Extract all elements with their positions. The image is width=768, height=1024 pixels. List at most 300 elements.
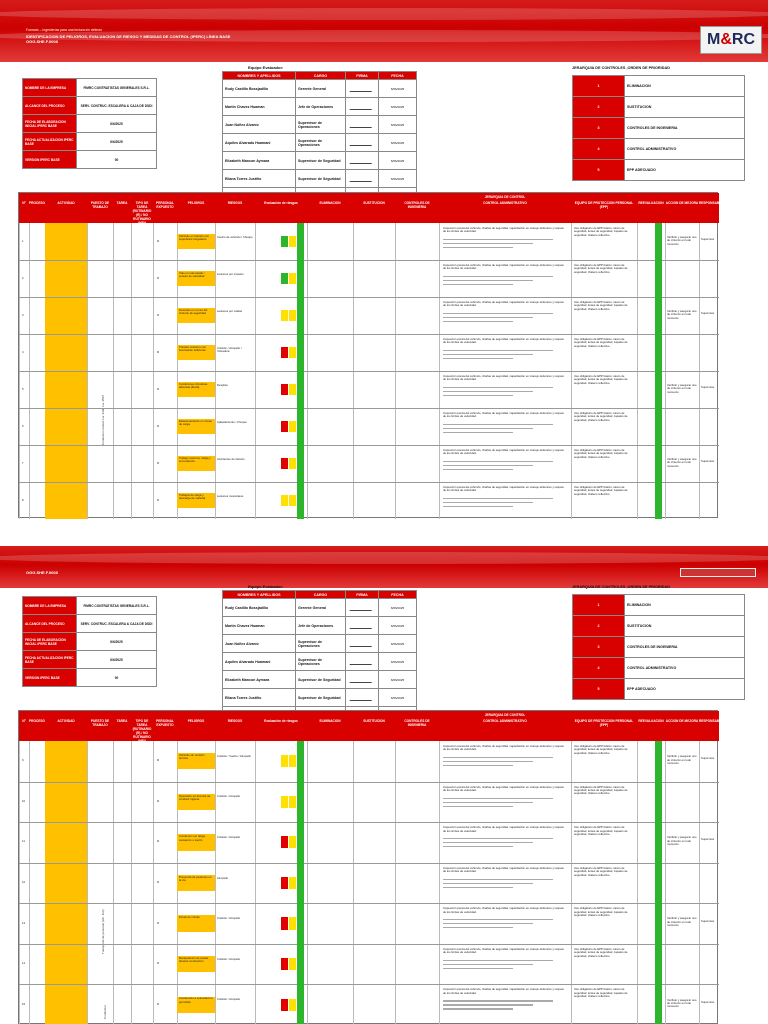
admin-control-text: Inspección previa del vehículo, charlas de seguridad, capacitación en manejo defensivo y respeto de los límites de velocidad. bbox=[443, 987, 564, 995]
text-line bbox=[443, 1000, 553, 1001]
header-resp: RESPONSABLE bbox=[699, 201, 724, 205]
text-line bbox=[443, 432, 513, 433]
text-line bbox=[443, 243, 533, 244]
hierarchy-row bbox=[573, 679, 745, 700]
hierarchy-title: JERARQUIA DE CONTROLES ,ORDEN DE PRIORIDAD bbox=[572, 585, 670, 589]
column-divider bbox=[131, 741, 132, 1024]
task-type: R bbox=[157, 497, 160, 502]
text-line bbox=[443, 506, 513, 507]
evaluator-date: 6/06/2025 bbox=[379, 152, 417, 170]
hierarchy-number: 2 bbox=[573, 616, 625, 637]
text-line bbox=[443, 247, 513, 248]
residual-risk-cell bbox=[655, 482, 662, 519]
task-type: R bbox=[157, 920, 160, 925]
row-number: 11 bbox=[22, 839, 25, 844]
matrix-body bbox=[19, 223, 719, 519]
admin-control-text: Inspección previa del vehículo, charlas de seguridad, capacitación en manejo defensivo y respeto de los límites de velocidad. bbox=[443, 448, 564, 456]
hazard-text: Descuido en el uso del cinturón de seguridad bbox=[179, 307, 208, 316]
risk-level-cell bbox=[297, 260, 304, 297]
text-line bbox=[443, 498, 553, 499]
info-label: ALCANCE DEL PROCESO bbox=[23, 97, 77, 115]
hierarchy-label: CONTROLES DE INGENIERIA bbox=[625, 637, 745, 658]
evaluator-row bbox=[223, 152, 417, 170]
hazard-text: Zonas de curvas bbox=[179, 915, 200, 920]
signature-scribble bbox=[350, 84, 375, 92]
evaluator-name: Aquiles Alvarado Huamani bbox=[223, 134, 296, 152]
hierarchy-table bbox=[572, 594, 745, 700]
evaluator-date: 6/06/2025 bbox=[379, 80, 417, 98]
hierarchy-label: EPP ADECUADO bbox=[625, 679, 745, 700]
evaluator-name: Juan Núñez Alvarez bbox=[223, 635, 296, 653]
info-label: NOMBRE DE LA EMPRESA bbox=[23, 79, 77, 97]
evaluator-role: Supervisor de Operaciones bbox=[296, 134, 346, 152]
evaluator-row bbox=[223, 116, 417, 134]
info-value: 00 bbox=[77, 151, 157, 169]
evaluator-date: 6/06/2025 bbox=[379, 599, 417, 617]
risk-level-cell bbox=[289, 236, 296, 247]
evaluator-role: Supervisor de Operaciones bbox=[296, 116, 346, 134]
text-line bbox=[443, 846, 513, 847]
evaluator-date: 6/06/2025 bbox=[379, 635, 417, 653]
evaluator-date: 6/06/2025 bbox=[379, 653, 417, 671]
task-type: R bbox=[157, 349, 160, 354]
evaluator-role: Supervisor de Seguridad bbox=[296, 671, 346, 689]
info-row bbox=[23, 597, 157, 615]
hazard-text: Condiciones climáticas adversas (lluvia) bbox=[179, 381, 208, 390]
text-line bbox=[443, 838, 553, 839]
hierarchy-row bbox=[573, 139, 745, 160]
responsible: Supervisor bbox=[701, 458, 715, 463]
header-action: ACCION DE MEJORA bbox=[665, 719, 699, 723]
info-label: VERSION IPERC BASE bbox=[23, 151, 77, 169]
risk-level-cell bbox=[297, 408, 304, 445]
row-number: 5 bbox=[22, 386, 24, 391]
residual-risk-cell bbox=[655, 334, 662, 371]
admin-control-text: Inspección previa del vehículo, charlas de seguridad, capacitación en manejo defensivo y respeto de los límites de velocidad. bbox=[443, 226, 564, 234]
banner-wave bbox=[0, 8, 768, 20]
evaluator-signature-cell bbox=[346, 689, 379, 707]
header-admin: CONTROL ADMINISTRATIVO bbox=[483, 719, 527, 723]
header-exposed: PERSONAL EXPUESTO bbox=[156, 719, 174, 727]
column-divider bbox=[571, 741, 572, 1024]
header-risk: RIESGOS bbox=[227, 201, 243, 205]
info-label: FECHA DE ELABORACION INICIAL IPERC BASE bbox=[23, 633, 77, 651]
risk-level-cell bbox=[281, 877, 288, 889]
col-role: CARGO bbox=[296, 72, 346, 80]
header-task: TAREA bbox=[116, 201, 128, 205]
risk-level-cell bbox=[289, 458, 296, 469]
risk-level-cell bbox=[289, 347, 296, 358]
info-value: 6/6/2025 bbox=[77, 651, 157, 669]
evaluators-title: Equipo Evaluador: bbox=[248, 584, 284, 589]
info-row bbox=[23, 151, 157, 169]
evaluator-signature-cell bbox=[346, 635, 379, 653]
header-epp: EQUIPO DE PROTECCION PERSONAL (EPP) bbox=[574, 201, 634, 209]
evaluator-role: Supervisor de Seguridad bbox=[296, 689, 346, 707]
residual-risk-cell bbox=[655, 408, 662, 445]
header-hierarchy: JERARQUIA DE CONTROL bbox=[484, 713, 526, 717]
row-number: 15 bbox=[22, 1001, 26, 1006]
header-elim: ELIMINACION bbox=[319, 201, 341, 205]
info-row bbox=[23, 133, 157, 151]
task-type: R bbox=[157, 423, 160, 428]
risk-level-cell bbox=[297, 944, 304, 985]
hierarchy-label: EPP ADECUADO bbox=[625, 160, 745, 181]
row-divider bbox=[19, 903, 719, 904]
text-line bbox=[443, 964, 533, 965]
info-row bbox=[23, 651, 157, 669]
epp-text: Uso obligatorio de EPP básico: casco de seguridad, lentes de seguridad, zapatos de seguridad, chaleco reflectivo. bbox=[574, 411, 628, 422]
risk-text: Colisión / Atropello bbox=[217, 956, 241, 961]
activity-label: Conductor camión Lw. 3300 Lw. 4507 bbox=[101, 394, 105, 445]
signature-scribble bbox=[350, 675, 375, 683]
risk-level-cell bbox=[297, 371, 304, 408]
risk-level-cell bbox=[289, 421, 296, 432]
hazard-text: Presencia de peatones en la vía bbox=[179, 874, 212, 883]
header-base_eval: Evaluación de riesgos bbox=[264, 201, 298, 205]
hazard-text: Vehículo en tránsito con superficies irregulares bbox=[179, 233, 209, 242]
banner-top-line: Formato – Ingenierías para una lectura sin defecto bbox=[26, 28, 102, 32]
responsible: Supervisor bbox=[701, 310, 715, 315]
evaluator-role: Jefe de Operaciones bbox=[296, 617, 346, 635]
epp-text: Uso obligatorio de EPP básico: casco de seguridad, lentes de seguridad, zapatos de seguridad, chaleco reflectivo. bbox=[574, 825, 628, 836]
header-subst: SUSTITUCION bbox=[363, 201, 385, 205]
row-divider bbox=[19, 944, 719, 945]
company-info-table bbox=[22, 596, 157, 687]
text-line bbox=[443, 424, 553, 425]
hierarchy-number: 5 bbox=[573, 160, 625, 181]
hierarchy-title: JERARQUIA DE CONTROLES ,ORDEN DE PRIORIDAD bbox=[572, 66, 670, 70]
row-number: 13 bbox=[22, 920, 26, 925]
hazard-text: Conductor con fatiga, cansancio o sueño bbox=[179, 834, 206, 842]
risk-text: Colisión / Vuelco / Atropello bbox=[217, 753, 251, 758]
signature-scribble bbox=[350, 603, 375, 611]
epp-text: Uso obligatorio de EPP básico: casco de seguridad, lentes de seguridad, zapatos de seguridad, chaleco reflectivo. bbox=[574, 946, 628, 958]
evaluator-row bbox=[223, 98, 417, 116]
header-banner bbox=[0, 546, 768, 588]
text-line bbox=[443, 317, 533, 318]
text-line bbox=[443, 350, 553, 351]
hierarchy-label: SUSTITUCION bbox=[625, 616, 745, 637]
header-n: N° bbox=[22, 201, 26, 205]
row-number: 12 bbox=[22, 880, 26, 884]
risk-level-cell bbox=[297, 223, 304, 260]
code-stamp bbox=[680, 568, 756, 577]
header-eng: CONTROLES DE INGENIERIA bbox=[404, 719, 430, 727]
row-number: 2 bbox=[22, 275, 24, 280]
text-line bbox=[443, 280, 533, 281]
risk-level-cell bbox=[281, 495, 288, 506]
text-line bbox=[443, 469, 513, 470]
hierarchy-row bbox=[573, 658, 745, 679]
admin-control-text: Inspección previa del vehículo, charlas de seguridad, capacitación en manejo defensivo y respeto de los límites de velocidad. bbox=[443, 825, 564, 833]
col-sign: FIRMA bbox=[346, 591, 379, 599]
text-line bbox=[443, 960, 553, 961]
risk-text: Colisión / Atropello bbox=[217, 834, 241, 839]
column-divider bbox=[395, 741, 396, 1024]
hierarchy-number: 4 bbox=[573, 139, 625, 160]
text-line bbox=[443, 284, 513, 285]
text-line bbox=[443, 321, 513, 322]
info-label: FECHA ACTUALIZACION IPERC BASE bbox=[23, 651, 77, 669]
risk-text: Colisión / Atropello bbox=[217, 916, 241, 921]
evaluator-date: 6/06/2025 bbox=[379, 134, 417, 152]
hazard-text: Vehículo sin revisión técnica bbox=[179, 752, 205, 761]
info-row bbox=[23, 115, 157, 133]
hierarchy-table bbox=[572, 75, 745, 181]
text-line bbox=[443, 806, 513, 807]
risk-level-cell bbox=[281, 755, 288, 767]
signature-scribble bbox=[350, 693, 375, 701]
evaluator-signature-cell bbox=[346, 80, 379, 98]
task-type: R bbox=[157, 275, 160, 280]
improvement-action: Verificar y asegurar uso de cinturón en todo momento bbox=[667, 997, 697, 1009]
ipERC-page-1 bbox=[0, 0, 768, 502]
activity-highlight bbox=[45, 741, 87, 1024]
row-number: 9 bbox=[22, 758, 24, 763]
info-row bbox=[23, 97, 157, 115]
info-label: ALCANCE DEL PROCESO bbox=[23, 615, 77, 633]
info-label: FECHA DE ELABORACION INICIAL IPERC BASE bbox=[23, 115, 77, 133]
text-line bbox=[443, 923, 533, 924]
evaluator-date: 6/06/2025 bbox=[379, 116, 417, 134]
evaluator-role: Supervisor de Operaciones bbox=[296, 635, 346, 653]
evaluator-name: Martin Chavez Huaman bbox=[223, 617, 296, 635]
evaluator-date: 6/06/2025 bbox=[379, 98, 417, 116]
task-type: R bbox=[157, 238, 160, 243]
risk-text: Colisión / Atropello / Volcadura bbox=[217, 345, 242, 353]
header-banner bbox=[0, 0, 768, 62]
responsible: Supervisor bbox=[701, 384, 715, 389]
evaluator-row bbox=[223, 170, 417, 188]
info-value: FIMRC CONTRATISTAS GENERALES S.R.L. bbox=[77, 79, 157, 97]
residual-risk-cell bbox=[655, 903, 662, 944]
signature-scribble bbox=[350, 120, 375, 128]
column-divider bbox=[87, 741, 88, 1024]
evaluator-row bbox=[223, 599, 417, 617]
info-value: 6/6/2025 bbox=[77, 133, 157, 151]
epp-text: Uso obligatorio de EPP básico: casco de seguridad, lentes de seguridad, zapatos de seguridad, chaleco reflectivo. bbox=[574, 784, 628, 796]
signature-scribble bbox=[350, 138, 375, 146]
text-line bbox=[443, 358, 513, 359]
text-line bbox=[443, 428, 533, 429]
row-divider bbox=[19, 782, 719, 783]
text-line bbox=[443, 391, 533, 392]
column-divider bbox=[113, 741, 114, 1024]
text-line bbox=[443, 1004, 533, 1005]
epp-text: Uso obligatorio de EPP básico: casco de seguridad, lentes de seguridad, zapatos de seguridad, chaleco reflectivo. bbox=[574, 744, 628, 755]
task-type: R bbox=[157, 758, 160, 763]
signature-scribble bbox=[350, 657, 375, 665]
risk-level-cell bbox=[289, 877, 296, 889]
header-task_type: TIPO DE TAREA (RUTINARIO (R) / NO RUTINARIO (NR)) bbox=[132, 201, 152, 225]
row-divider bbox=[19, 984, 719, 985]
evaluator-role: Supervisor de Seguridad bbox=[296, 170, 346, 188]
residual-risk-cell bbox=[655, 445, 662, 482]
text-line bbox=[443, 465, 533, 466]
evaluator-row bbox=[223, 635, 417, 653]
signature-scribble bbox=[350, 621, 375, 629]
admin-control-text: Inspección previa del vehículo, charlas de seguridad, capacitación en manejo defensivo y respeto de los límites de velocidad. bbox=[443, 485, 564, 493]
activity-label: Transporte de personal (HC. 4x4) bbox=[101, 909, 105, 954]
risk-level-cell bbox=[297, 334, 304, 371]
evaluator-role: Supervisor de Seguridad bbox=[296, 152, 346, 170]
info-row bbox=[23, 79, 157, 97]
epp-text: Uso obligatorio de EPP básico: casco de seguridad, lentes de seguridad, zapatos de seguridad, chaleco reflectivo. bbox=[574, 865, 628, 877]
document-code: OGG.SHE.F.0008 bbox=[26, 39, 58, 44]
row-number: 10 bbox=[22, 798, 26, 803]
column-divider bbox=[637, 741, 638, 1024]
evaluator-date: 6/06/2025 bbox=[379, 617, 417, 635]
header-hazard: PELIGROS bbox=[187, 719, 205, 723]
hazard-text: Trabajo nocturno, fatiga y somnolencia bbox=[179, 455, 211, 464]
risk-level-cell bbox=[297, 482, 304, 519]
company-info-table bbox=[22, 78, 157, 169]
evaluator-name: Eliana Torres Justiño bbox=[223, 689, 296, 707]
info-label: VERSION IPERC BASE bbox=[23, 669, 77, 687]
hazard-text: Vías en mal estado / exceso de velocidad bbox=[179, 270, 205, 279]
header-hierarchy: JERARQUIA DE CONTROL bbox=[484, 195, 526, 199]
col-name: NOMBRES Y APELLIDOS bbox=[223, 72, 296, 80]
header-action: ACCION DE MEJORA bbox=[665, 201, 699, 205]
header-subst: SUSTITUCION bbox=[363, 719, 385, 723]
responsible: Supervisor bbox=[701, 756, 715, 761]
col-name: NOMBRES Y APELLIDOS bbox=[223, 591, 296, 599]
hierarchy-row bbox=[573, 595, 745, 616]
task-type: R bbox=[157, 1001, 160, 1006]
admin-control-text: Inspección previa del vehículo, charlas de seguridad, capacitación en manejo defensivo y respeto de los límites de velocidad. bbox=[443, 300, 564, 308]
risk-text: Despiste bbox=[217, 382, 228, 387]
epp-text: Uso obligatorio de EPP básico: casco de seguridad, lentes de seguridad, zapatos de seguridad, chaleco reflectivo. bbox=[574, 987, 628, 999]
header-epp: EQUIPO DE PROTECCION PERSONAL (EPP) bbox=[574, 719, 634, 727]
residual-risk-cell bbox=[655, 741, 662, 782]
row-divider bbox=[19, 822, 719, 823]
task-type: R bbox=[157, 961, 160, 966]
header-resp: RESPONSABLE bbox=[699, 719, 724, 723]
row-divider bbox=[19, 863, 719, 864]
risk-level-cell bbox=[289, 836, 296, 848]
risk-level-cell bbox=[289, 495, 296, 506]
col-sign: FIRMA bbox=[346, 72, 379, 80]
text-line bbox=[443, 239, 553, 240]
hierarchy-number: 4 bbox=[573, 658, 625, 679]
row-number: 3 bbox=[22, 312, 24, 317]
evaluator-role: Gerente General bbox=[296, 80, 346, 98]
header-workplace: PUESTO DE TRABAJO bbox=[90, 201, 110, 209]
evaluator-name: Elizabeth Mancon Aymara bbox=[223, 152, 296, 170]
residual-risk-cell bbox=[655, 371, 662, 408]
iperc-matrix-1 bbox=[18, 192, 724, 518]
row-divider bbox=[19, 297, 719, 298]
admin-control-text: Inspección previa del vehículo, charlas de seguridad, capacitación en manejo defensivo y respeto de los límites de velocidad. bbox=[443, 744, 564, 752]
evaluator-signature-cell bbox=[346, 599, 379, 617]
evaluator-name: Elizabeth Mancon Aymara bbox=[223, 671, 296, 689]
text-line bbox=[443, 1008, 513, 1009]
residual-risk-cell bbox=[655, 223, 662, 260]
text-line bbox=[443, 354, 533, 355]
risk-text: Atropello bbox=[217, 875, 229, 880]
header-hazard: PELIGROS bbox=[187, 201, 205, 205]
admin-control-text: Inspección previa del vehículo, charlas de seguridad, capacitación en manejo defensivo y respeto de los límites de velocidad. bbox=[443, 865, 564, 874]
improvement-action: Verificar y asegurar uso de cinturón en todo momento bbox=[667, 456, 697, 468]
evaluators-title: Equipo Evaluador: bbox=[248, 65, 284, 70]
text-line bbox=[443, 842, 533, 843]
residual-risk-cell bbox=[655, 984, 662, 1024]
row-divider bbox=[19, 334, 719, 335]
admin-control-text: Inspección previa del vehículo, charlas de seguridad, capacitación en manejo defensivo y respeto de los límites de velocidad. bbox=[443, 946, 564, 955]
evaluator-signature-cell bbox=[346, 170, 379, 188]
col-date: FECHA bbox=[379, 72, 417, 80]
iperc-matrix-2 bbox=[18, 710, 724, 1024]
text-line bbox=[443, 461, 553, 462]
text-line bbox=[443, 395, 513, 396]
residual-risk-cell bbox=[655, 260, 662, 297]
hierarchy-label: ELIMINACION bbox=[625, 595, 745, 616]
signature-scribble bbox=[350, 102, 375, 110]
header-task_type: TIPO DE TAREA (RUTINARIO (R) / NO RUTINARIO (NR)) bbox=[132, 719, 152, 743]
risk-level-cell bbox=[281, 917, 288, 929]
risk-level-cell bbox=[297, 903, 304, 944]
task-type: R bbox=[157, 798, 160, 803]
hazard-text: Trabajos de carga y descarga de material bbox=[179, 492, 206, 501]
column-divider bbox=[153, 741, 154, 1024]
risk-level-cell bbox=[281, 273, 288, 284]
text-line bbox=[443, 802, 533, 803]
improvement-action: Verificar y asegurar uso de cinturón en todo momento bbox=[667, 234, 697, 246]
epp-text: Uso obligatorio de EPP básico: casco de seguridad, lentes de seguridad, zapatos de seguridad, chaleco reflectivo. bbox=[574, 226, 628, 237]
admin-control-text: Inspección previa del vehículo, charlas de seguridad, capacitación en manejo defensivo y respeto de los límites de velocidad. bbox=[443, 906, 564, 914]
risk-text: Aplastamiento / Choque bbox=[217, 419, 247, 424]
epp-text: Uso obligatorio de EPP básico: casco de seguridad, lentes de seguridad, zapatos de seguridad, chaleco reflectivo. bbox=[574, 300, 628, 311]
risk-level-cell bbox=[289, 273, 296, 284]
task-type: R bbox=[157, 312, 160, 317]
text-line bbox=[443, 919, 553, 920]
evaluator-signature-cell bbox=[346, 617, 379, 635]
evaluator-signature-cell bbox=[346, 152, 379, 170]
evaluator-signature-cell bbox=[346, 134, 379, 152]
responsible: Supervisor bbox=[701, 999, 715, 1004]
hazard-text: Conducción a velocidad no permitida bbox=[179, 996, 213, 1004]
text-line bbox=[443, 761, 533, 762]
evaluator-signature-cell bbox=[346, 671, 379, 689]
evaluator-name: Martin Chavez Huaman bbox=[223, 98, 296, 116]
hierarchy-label: CONTROL ADMINISTRATIVO bbox=[625, 658, 745, 679]
risk-level-cell bbox=[281, 236, 288, 247]
info-value: SERV. CONTRUC. ESCALERA & CAJA DE DSDI bbox=[77, 615, 157, 633]
risk-level-cell bbox=[289, 755, 296, 767]
evaluator-role: Jefe de Operaciones bbox=[296, 98, 346, 116]
risk-level-cell bbox=[281, 958, 288, 970]
header-task: TAREA bbox=[116, 719, 128, 723]
risk-text: Accidentes de tránsito bbox=[217, 456, 245, 461]
column-divider bbox=[353, 741, 354, 1024]
evaluator-signature-cell bbox=[346, 653, 379, 671]
hierarchy-number: 3 bbox=[573, 118, 625, 139]
info-value: SERV. CONTRUC. ESCALERA & CAJA DE DSDI bbox=[77, 97, 157, 115]
matrix-body bbox=[19, 741, 719, 1024]
risk-level-cell bbox=[281, 310, 288, 321]
hierarchy-number: 3 bbox=[573, 637, 625, 658]
matrix-header bbox=[19, 711, 724, 743]
banner-text bbox=[26, 570, 356, 576]
info-row bbox=[23, 615, 157, 633]
hierarchy-row bbox=[573, 637, 745, 658]
improvement-action: Verificar y asegurar uso de cinturón en todo momento bbox=[667, 916, 697, 928]
improvement-action: Verificar y asegurar uso de cinturón en todo momento bbox=[667, 835, 697, 847]
row-divider bbox=[19, 408, 719, 409]
hazard-text: Tránsito nocturno con iluminación deficiente bbox=[179, 344, 206, 353]
epp-text: Uso obligatorio de EPP básico: casco de seguridad, lentes de seguridad, zapatos de seguridad, chaleco reflectivo. bbox=[574, 906, 628, 918]
